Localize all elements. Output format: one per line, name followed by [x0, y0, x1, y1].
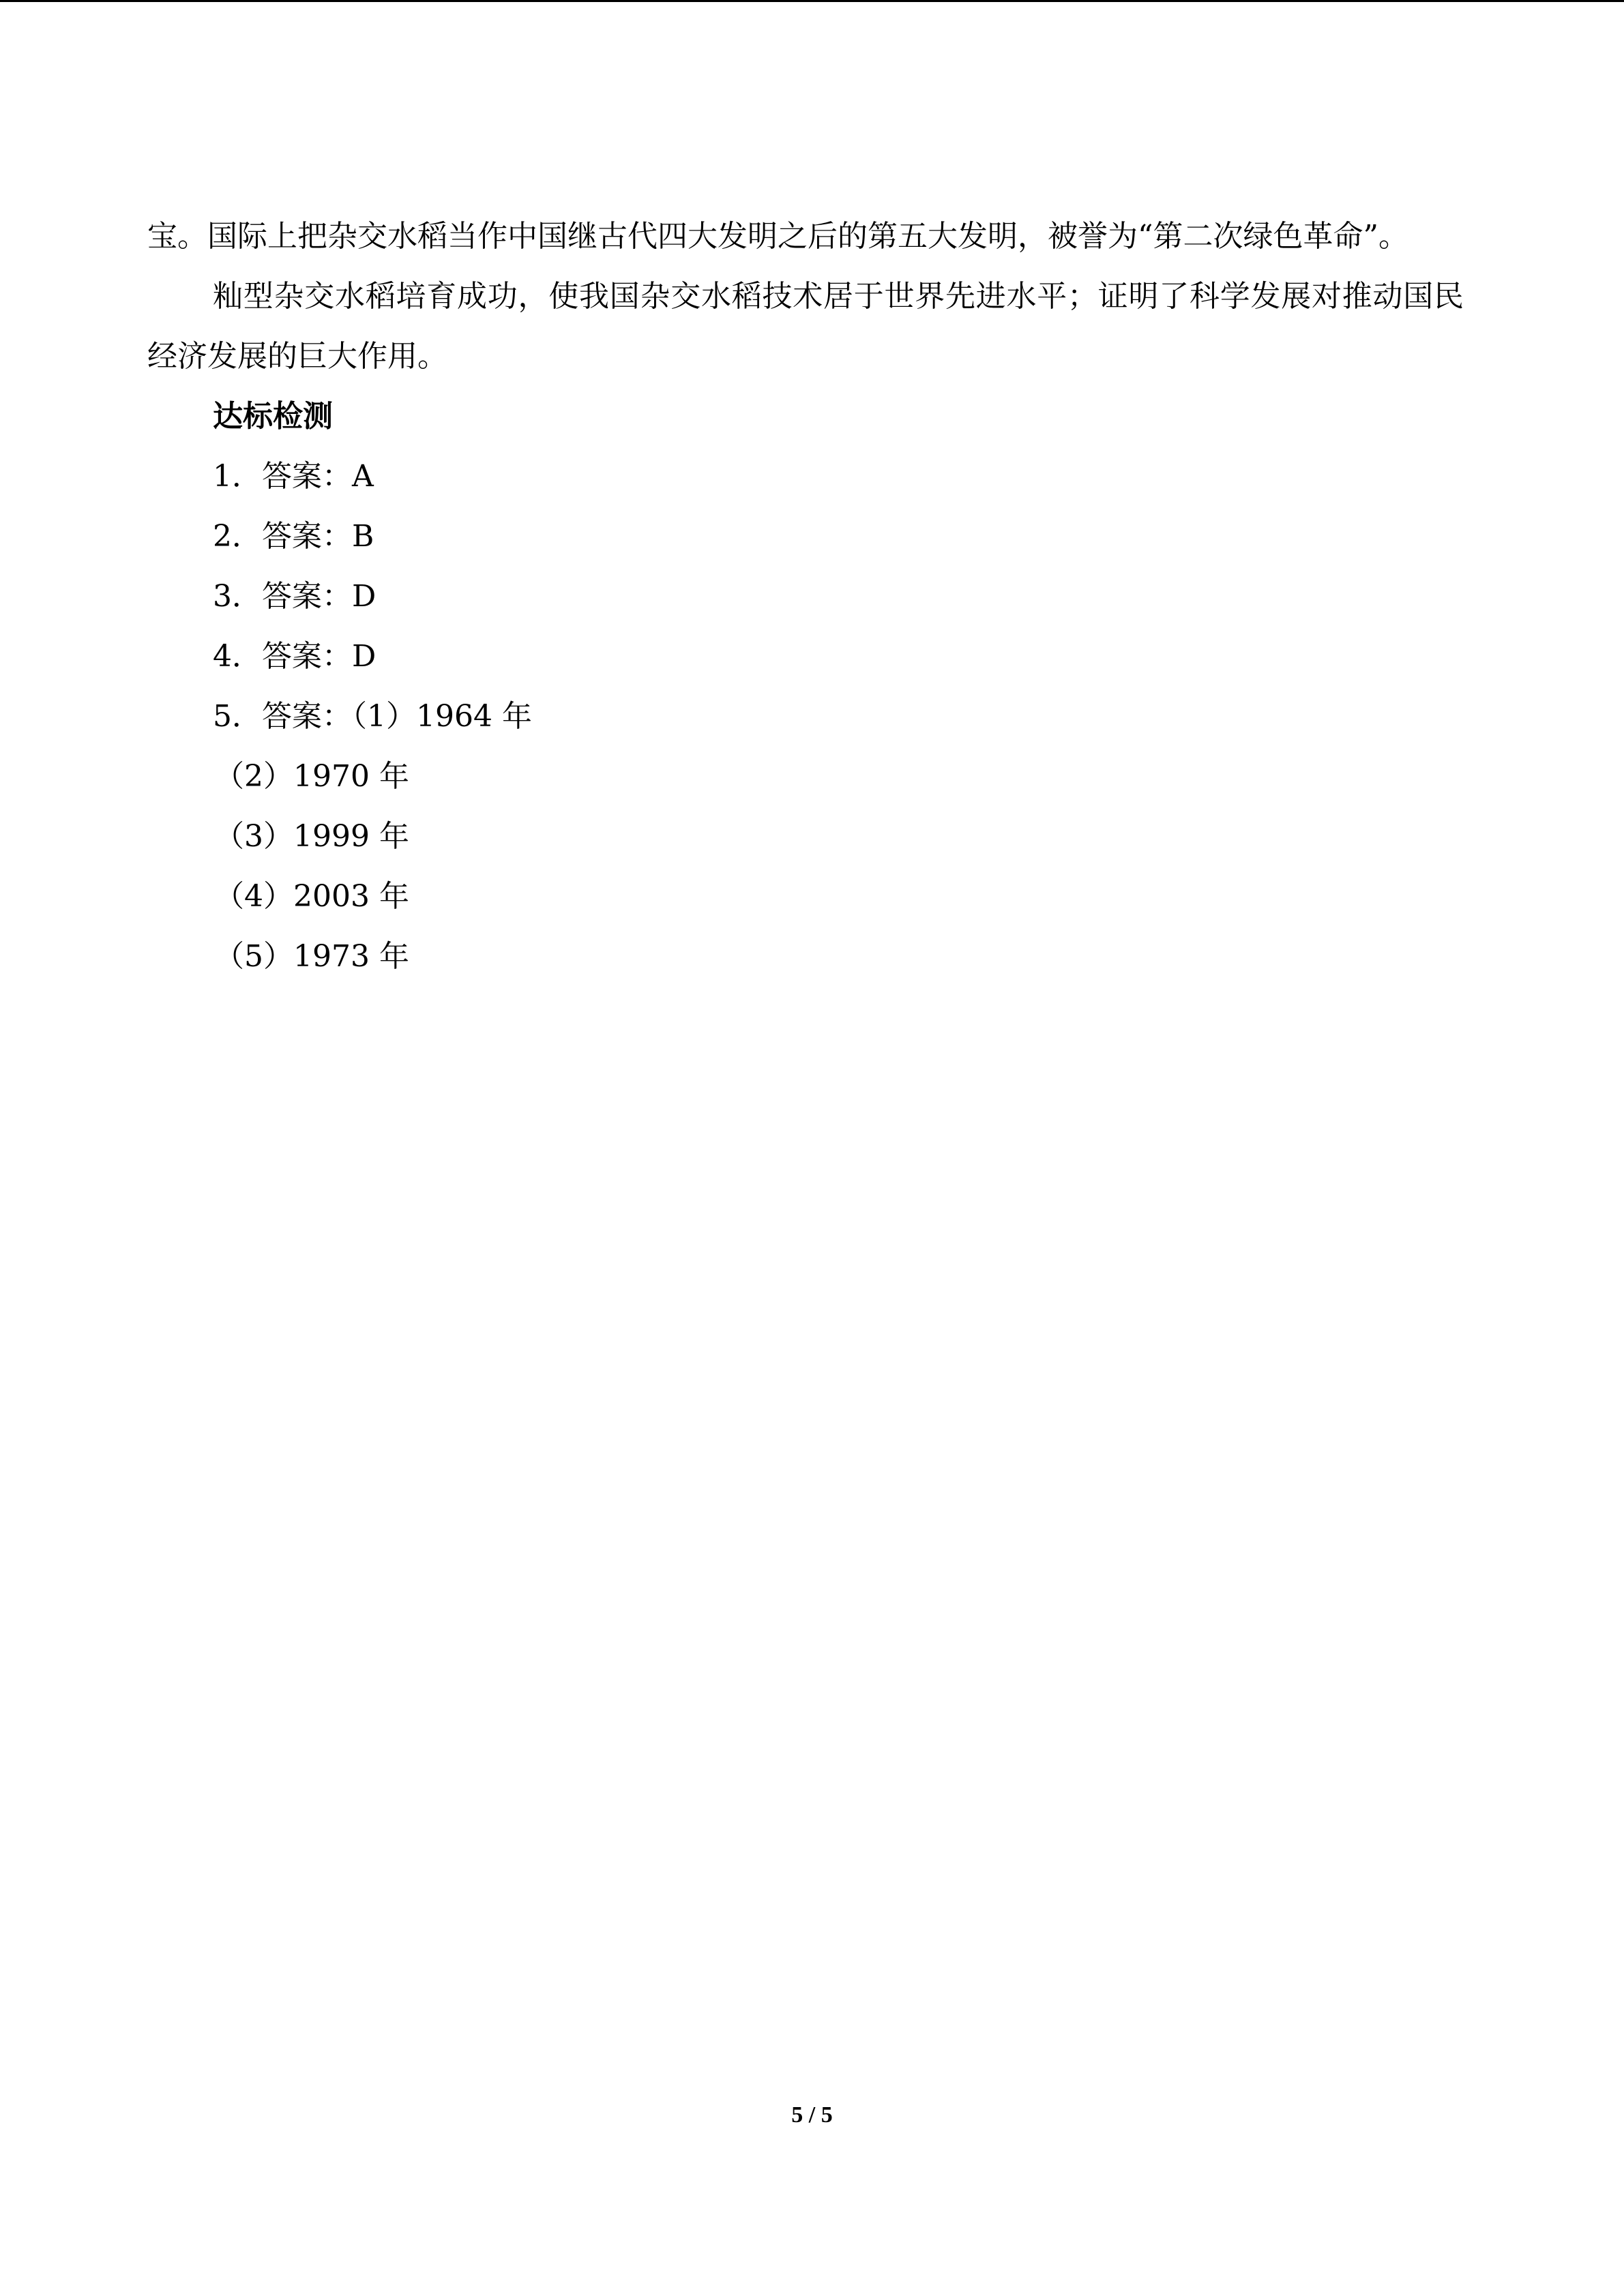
sub-answer-item: （2）1970 年 [214, 759, 409, 794]
answer-item: 4．答案：D [213, 639, 377, 674]
answer-item: 1．答案：A [213, 459, 374, 494]
sub-answer-item: （4）2003 年 [214, 879, 409, 914]
answer-item: 2．答案：B [213, 519, 374, 554]
paragraph-hybrid-rice: 籼型杂交水稻培育成功，使我国杂交水稻技术居于世界先进水平；证明了科学发展对推动国民经济发展的巨大作用。 [147, 279, 1464, 374]
paragraph-continuation: 宝。国际上把杂交水稻当作中国继古代四大发明之后的第五大发明，被誉为“第二次绿色革命”。 [147, 219, 1408, 254]
section-heading: 达标检测 [213, 399, 333, 434]
sub-answer-item: （3）1999 年 [214, 819, 409, 854]
answer-item: 3．答案：D [213, 579, 377, 614]
answer-item: 5．答案：（1）1964 年 [213, 699, 532, 734]
page-content [147, 207, 1464, 987]
sub-answer-item: （5）1973 年 [214, 939, 409, 974]
page-number: 5 / 5 [791, 2102, 833, 2128]
